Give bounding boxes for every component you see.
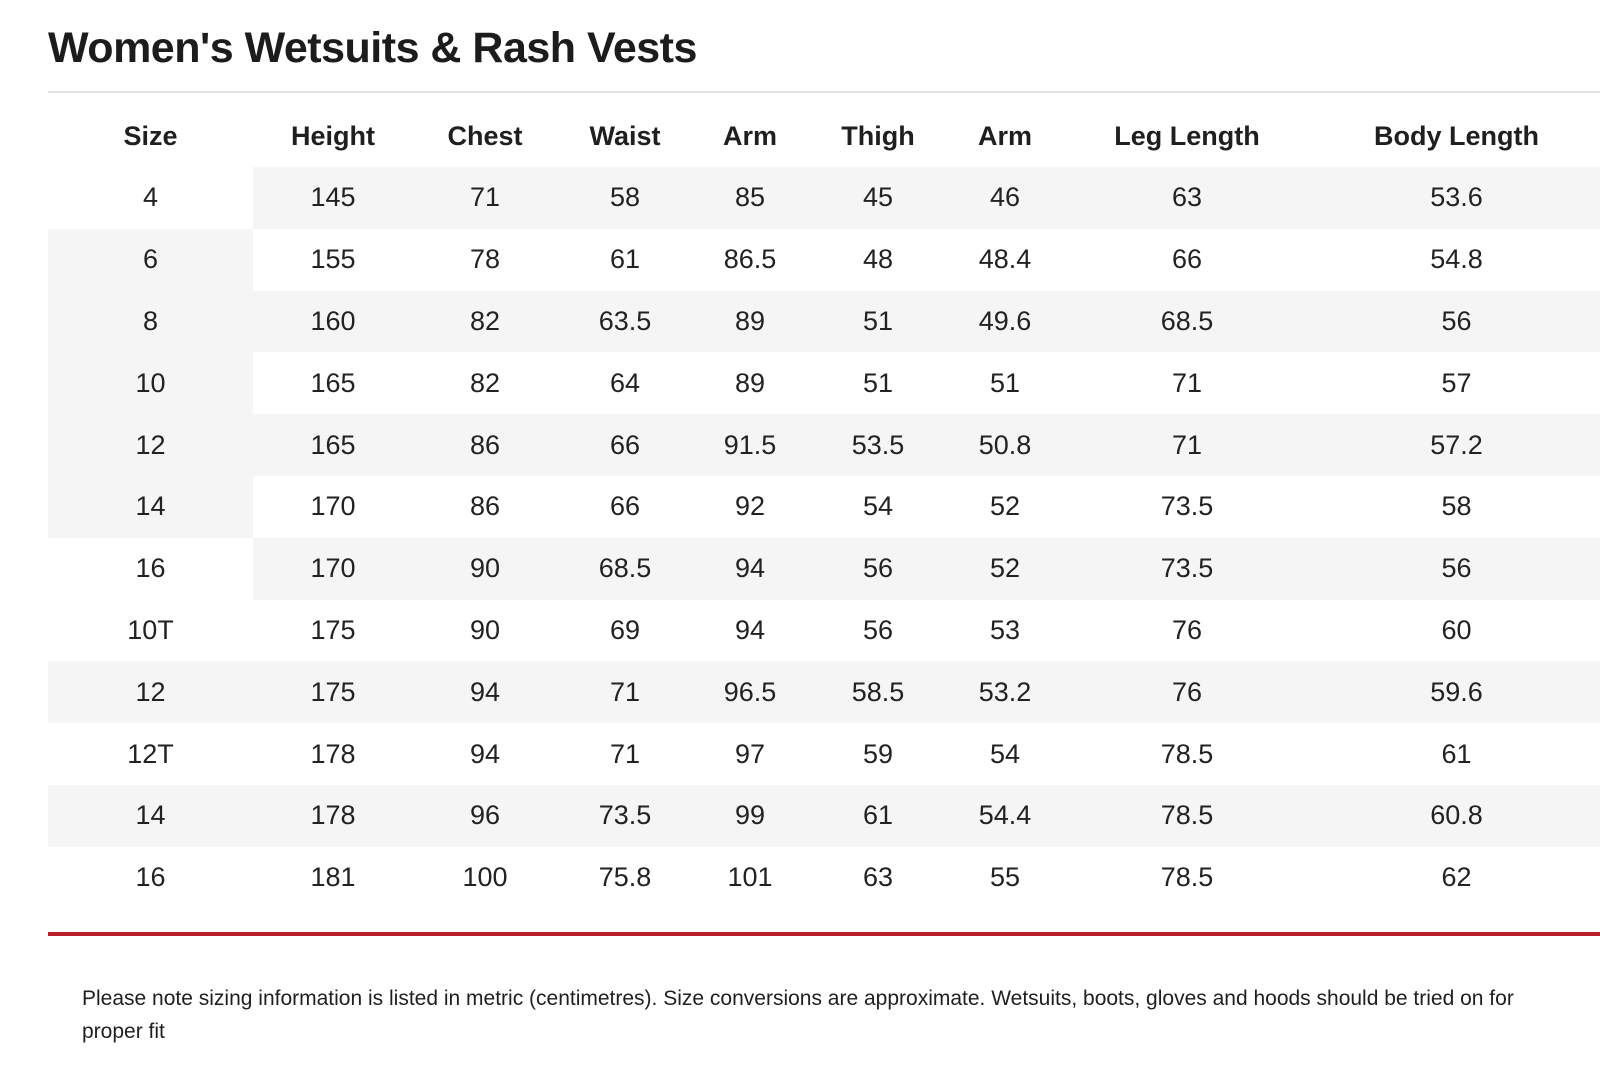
cell-waist: 64	[557, 352, 693, 414]
cell-body-length: 56	[1313, 291, 1600, 353]
cell-body-length: 60	[1313, 600, 1600, 662]
table-row	[48, 414, 1600, 476]
cell-arm-2: 50.8	[949, 414, 1061, 476]
cell-height: 178	[253, 785, 413, 847]
cell-size: 16	[48, 538, 253, 600]
cell-arm: 89	[693, 291, 807, 353]
table-row	[48, 229, 1600, 291]
cell-arm-2: 54.4	[949, 785, 1061, 847]
cell-leg-length: 73.5	[1061, 476, 1313, 538]
cell-height: 170	[253, 476, 413, 538]
cell-body-length: 53.6	[1313, 167, 1600, 229]
table-row	[48, 476, 1600, 538]
cell-leg-length: 76	[1061, 661, 1313, 723]
header-height: Height	[291, 120, 375, 151]
table-body	[48, 167, 1600, 909]
cell-size: 10	[48, 352, 253, 414]
header-body-length: Body Length	[1374, 120, 1539, 151]
cell-body-length: 59.6	[1313, 661, 1600, 723]
cell-size: 8	[48, 291, 253, 353]
cell-size: 16	[48, 847, 253, 909]
cell-arm: 85	[693, 167, 807, 229]
table-header-row	[48, 105, 1600, 167]
cell-waist: 61	[557, 229, 693, 291]
cell-height: 175	[253, 600, 413, 662]
cell-arm: 92	[693, 476, 807, 538]
cell-chest: 78	[413, 229, 557, 291]
cell-arm: 101	[693, 847, 807, 909]
cell-body-length: 56	[1313, 538, 1600, 600]
cell-chest: 90	[413, 538, 557, 600]
table-row	[48, 167, 1600, 229]
cell-body-length: 60.8	[1313, 785, 1600, 847]
cell-size: 14	[48, 476, 253, 538]
cell-arm: 86.5	[693, 229, 807, 291]
table-row	[48, 723, 1600, 785]
cell-chest: 100	[413, 847, 557, 909]
cell-height: 165	[253, 414, 413, 476]
cell-thigh: 53.5	[807, 414, 949, 476]
cell-arm-2: 52	[949, 476, 1061, 538]
cell-arm-2: 46	[949, 167, 1061, 229]
cell-height: 178	[253, 723, 413, 785]
cell-chest: 86	[413, 476, 557, 538]
cell-arm-2: 48.4	[949, 229, 1061, 291]
cell-arm: 94	[693, 538, 807, 600]
cell-waist: 71	[557, 661, 693, 723]
cell-arm: 89	[693, 352, 807, 414]
cell-waist: 66	[557, 414, 693, 476]
cell-thigh: 51	[807, 352, 949, 414]
cell-chest: 96	[413, 785, 557, 847]
cell-thigh: 56	[807, 538, 949, 600]
cell-waist: 66	[557, 476, 693, 538]
cell-arm-2: 53.2	[949, 661, 1061, 723]
cell-chest: 86	[413, 414, 557, 476]
cell-arm-2: 52	[949, 538, 1061, 600]
header-thigh: Thigh	[841, 120, 915, 151]
table-row	[48, 352, 1600, 414]
cell-arm-2: 55	[949, 847, 1061, 909]
cell-leg-length: 63	[1061, 167, 1313, 229]
cell-arm-2: 49.6	[949, 291, 1061, 353]
cell-thigh: 48	[807, 229, 949, 291]
cell-arm-2: 54	[949, 723, 1061, 785]
cell-chest: 82	[413, 291, 557, 353]
table-bottom-rule	[48, 932, 1600, 936]
header-size: Size	[123, 120, 178, 151]
header-arm: Arm	[722, 120, 777, 151]
cell-leg-length: 78.5	[1061, 847, 1313, 909]
cell-size: 12	[48, 661, 253, 723]
header-arm-2: Arm	[977, 120, 1032, 151]
cell-arm-2: 51	[949, 352, 1061, 414]
cell-size: 4	[48, 167, 253, 229]
cell-body-length: 57	[1313, 352, 1600, 414]
cell-thigh: 54	[807, 476, 949, 538]
page-title: Women's Wetsuits & Rash Vests	[48, 24, 697, 72]
cell-chest: 90	[413, 600, 557, 662]
cell-height: 145	[253, 167, 413, 229]
cell-body-length: 54.8	[1313, 229, 1600, 291]
table-row	[48, 538, 1600, 600]
cell-leg-length: 71	[1061, 414, 1313, 476]
cell-arm-2: 53	[949, 600, 1061, 662]
cell-waist: 69	[557, 600, 693, 662]
cell-thigh: 58.5	[807, 661, 949, 723]
cell-arm: 99	[693, 785, 807, 847]
size-chart-table	[48, 105, 1600, 909]
cell-size: 14	[48, 785, 253, 847]
cell-size: 6	[48, 229, 253, 291]
table-row	[48, 600, 1600, 662]
cell-arm: 91.5	[693, 414, 807, 476]
table-row	[48, 291, 1600, 353]
table-row	[48, 847, 1600, 909]
cell-body-length: 57.2	[1313, 414, 1600, 476]
cell-body-length: 61	[1313, 723, 1600, 785]
cell-leg-length: 66	[1061, 229, 1313, 291]
cell-leg-length: 78.5	[1061, 723, 1313, 785]
cell-size: 12T	[48, 723, 253, 785]
cell-height: 175	[253, 661, 413, 723]
cell-waist: 73.5	[557, 785, 693, 847]
cell-leg-length: 73.5	[1061, 538, 1313, 600]
header-leg-length: Leg Length	[1114, 120, 1260, 151]
cell-waist: 58	[557, 167, 693, 229]
header-waist: Waist	[589, 120, 661, 151]
table-row	[48, 661, 1600, 723]
cell-body-length: 58	[1313, 476, 1600, 538]
cell-thigh: 45	[807, 167, 949, 229]
cell-thigh: 63	[807, 847, 949, 909]
cell-size: 12	[48, 414, 253, 476]
cell-height: 170	[253, 538, 413, 600]
cell-body-length: 62	[1313, 847, 1600, 909]
cell-leg-length: 68.5	[1061, 291, 1313, 353]
cell-waist: 71	[557, 723, 693, 785]
cell-leg-length: 78.5	[1061, 785, 1313, 847]
sizing-footnote: Please note sizing information is listed in metric (centimetres). Size conversions are approximate. Wetsuits, boots, gloves and hoods should be tried on for proper fit	[82, 987, 1514, 1043]
cell-arm: 96.5	[693, 661, 807, 723]
cell-arm: 94	[693, 600, 807, 662]
cell-thigh: 56	[807, 600, 949, 662]
cell-leg-length: 71	[1061, 352, 1313, 414]
cell-chest: 94	[413, 723, 557, 785]
cell-chest: 94	[413, 661, 557, 723]
cell-thigh: 59	[807, 723, 949, 785]
cell-thigh: 51	[807, 291, 949, 353]
cell-arm: 97	[693, 723, 807, 785]
cell-chest: 71	[413, 167, 557, 229]
title-divider	[48, 91, 1600, 93]
cell-height: 181	[253, 847, 413, 909]
table-row	[48, 785, 1600, 847]
cell-size: 10T	[48, 600, 253, 662]
cell-height: 160	[253, 291, 413, 353]
cell-waist: 63.5	[557, 291, 693, 353]
cell-chest: 82	[413, 352, 557, 414]
header-chest: Chest	[447, 120, 523, 151]
cell-height: 155	[253, 229, 413, 291]
cell-leg-length: 76	[1061, 600, 1313, 662]
cell-thigh: 61	[807, 785, 949, 847]
cell-waist: 75.8	[557, 847, 693, 909]
cell-height: 165	[253, 352, 413, 414]
cell-waist: 68.5	[557, 538, 693, 600]
